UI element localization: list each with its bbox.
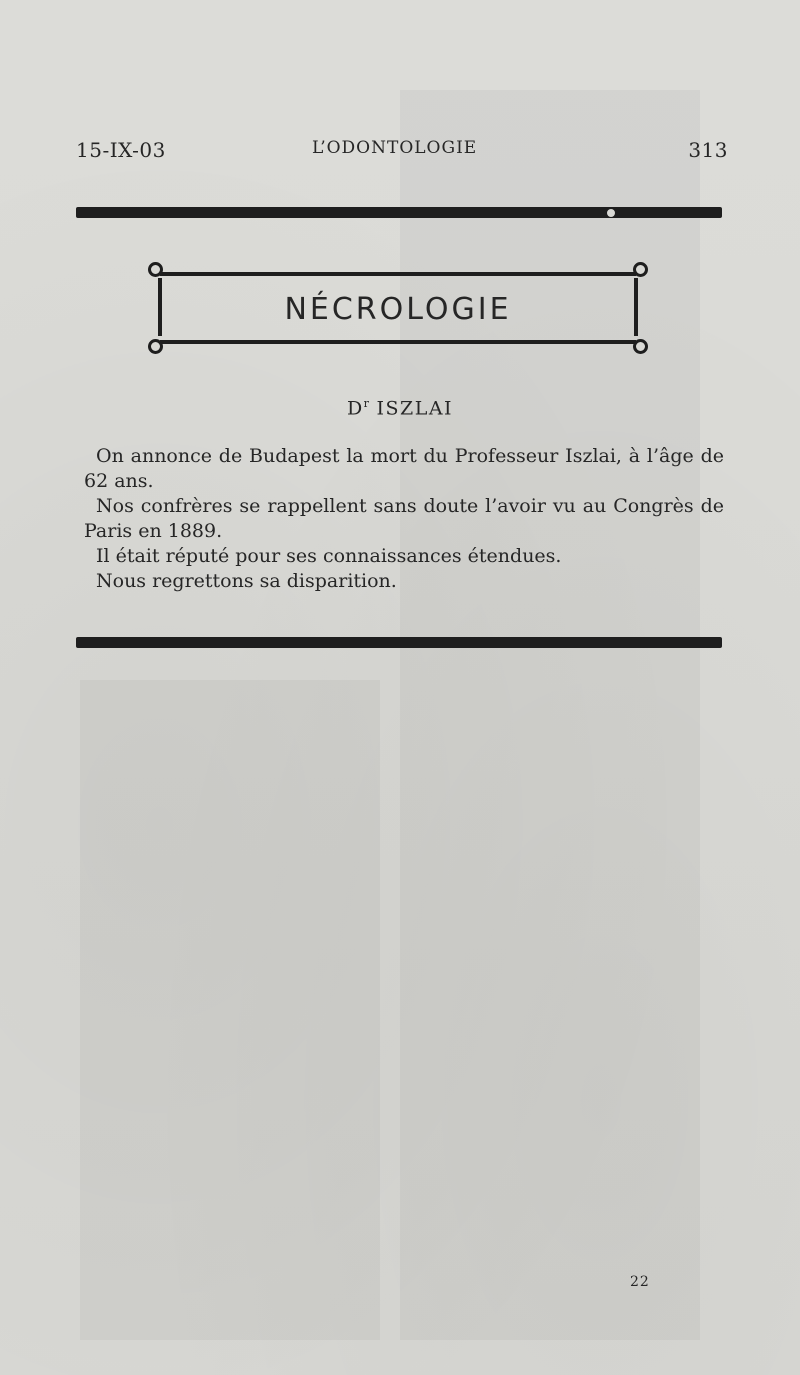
section-heading-frame (148, 262, 648, 350)
frame-line-bottom (160, 340, 636, 344)
ornamental-rule-top (76, 207, 722, 218)
frame-corner-ring (633, 339, 648, 354)
frame-corner-ring (148, 262, 163, 277)
paragraph: On annonce de Budapest la mort du Professeur Iszlai, à l’âge de 62 ans. (84, 445, 724, 492)
journal-title: L’ODONTOLOGIE (312, 138, 478, 158)
title-prefix: D (346, 397, 364, 420)
article-title (0, 397, 800, 419)
frame-line-top (160, 272, 636, 276)
frame-corner-ring (633, 262, 648, 277)
rule-knot-ornament (606, 208, 616, 218)
running-head (76, 138, 728, 164)
ornamental-rule-bottom (76, 637, 722, 648)
paragraph: Nous regrettons sa disparition. (96, 570, 397, 592)
issue-date: 15-IX-03 (76, 138, 166, 162)
section-title: NÉCROLOGIE (284, 292, 512, 327)
signature-mark: 22 (630, 1274, 650, 1290)
article-body (84, 444, 724, 594)
paragraph: Il était réputé pour ses connaissances étendues. (96, 545, 562, 567)
page-number: 313 (688, 138, 728, 162)
paragraph: Nos confrères se rappellent sans doute l’avoir vu au Congrès de Paris en 1889. (84, 495, 724, 542)
title-superscript: r (363, 397, 369, 410)
bleed-through-column-left (80, 680, 380, 1340)
frame-corner-ring (148, 339, 163, 354)
title-name: ISZLAI (376, 397, 454, 420)
